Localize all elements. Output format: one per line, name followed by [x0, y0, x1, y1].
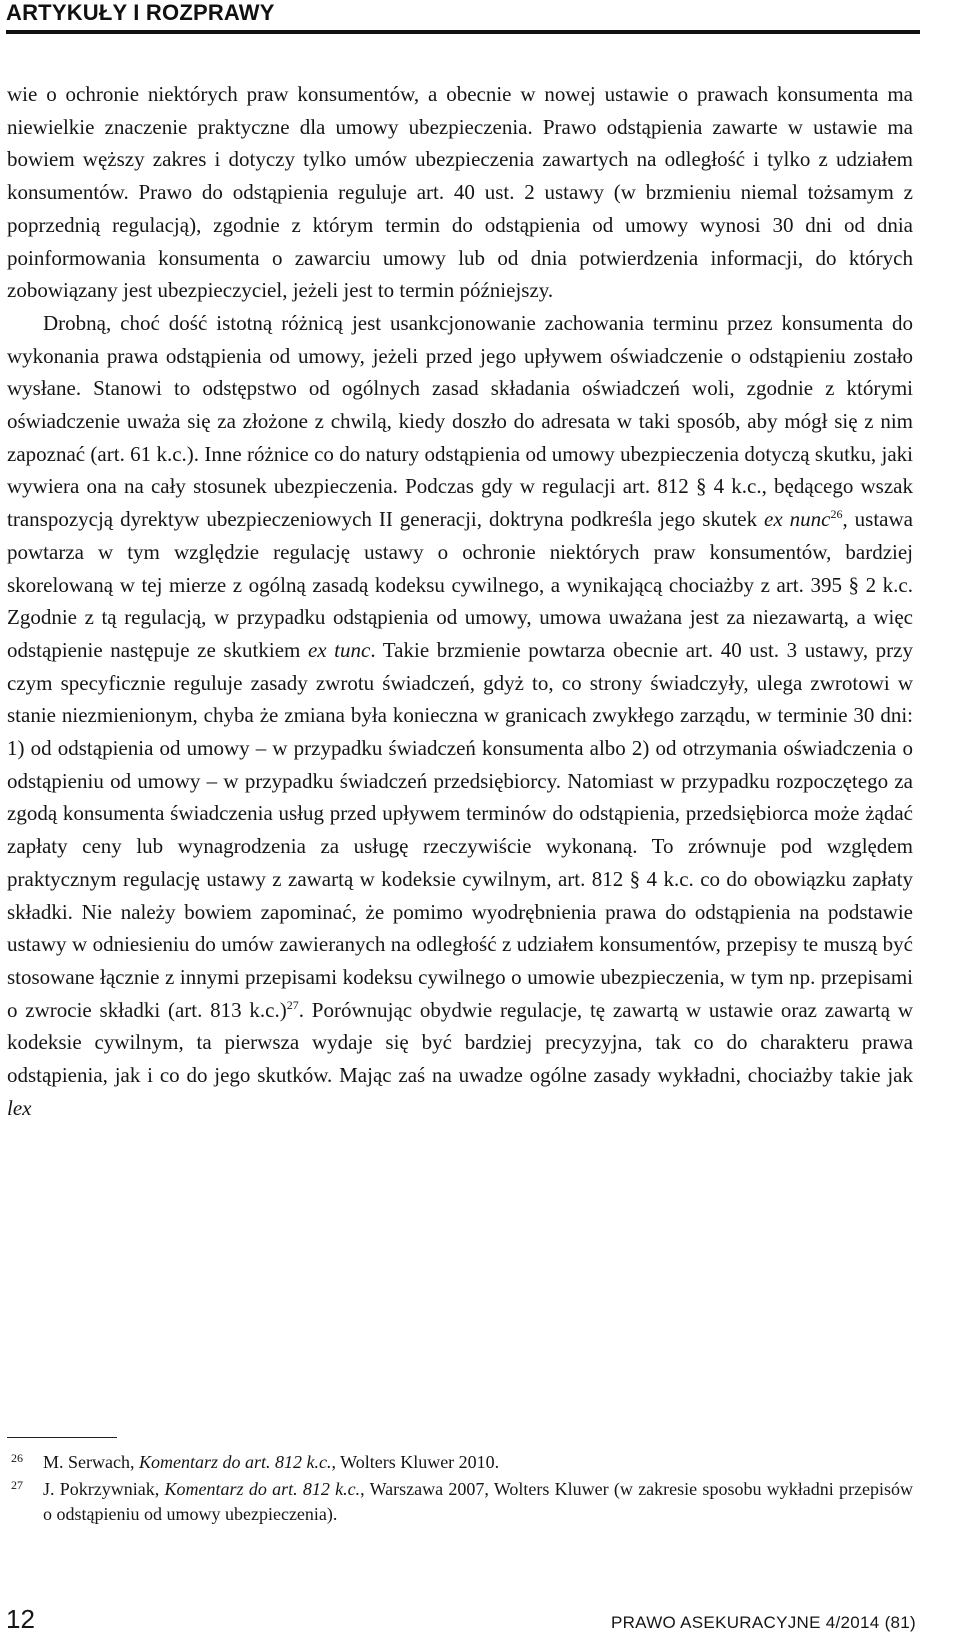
- footnote-ref-27[interactable]: 27: [286, 997, 299, 1012]
- footnote-number: 27: [11, 1478, 23, 1492]
- footnote-publisher: , Wolters Kluwer 2010.: [331, 1452, 500, 1472]
- footnote-ref-26[interactable]: 26: [830, 507, 843, 522]
- footnote-27: [7, 1477, 913, 1527]
- footnote-title: Komentarz do art. 812 k.c.: [138, 1452, 332, 1472]
- footnotes: [7, 1450, 913, 1529]
- footnote-publisher: , Warszawa 2007, Wolters Kluwer (w zakresie sposobu wykładni przepisów o odstąpieniu od umowy ubezpieczenia).: [43, 1479, 913, 1524]
- latin-term-lex: lex: [7, 1095, 32, 1120]
- header-rule: [6, 30, 920, 34]
- paragraph-2: [7, 307, 913, 1125]
- latin-term-ex-tunc: ex tunc: [307, 637, 371, 662]
- section-title: ARTYKUŁY I ROZPRAWY: [6, 0, 275, 25]
- paragraph-2-part-a: Drobną, choć dość istotną różnicą jest usankcjonowanie zachowania terminu przez konsumenta do wykonania prawa odstąpienia od umowy, jeżeli przed jego upływem oświadczenie o odstąpieniu zostało wysłane. Stanowi to odstępstwo od ogólnych zasad składania oświadczeń woli, zgodnie z którymi oświadczenie uważa się za złożone z chwilą, kiedy doszło do adresata w taki sposób, aby mógł się z nim zapoznać (art. 61 k.c.). Inne różnice co do natury odstąpienia od umowy ubezpieczenia dotyczą skutku, jaki wywiera ona na cały stosunek ubezpieczenia. Podczas gdy w regulacji art. 812 § 4 k.c., będącego wszak transpozycją dyrektyw ubezpieczeniowych II generacji, doktryna podkreśla jego skutek: [7, 310, 913, 532]
- paragraph-2-part-b: , ustawa powtarza w tym względzie regulację ustawy o ochronie niektórych praw konsumentów, bardziej skorelowaną w tej mierze z ogólną zasadą kodeksu cywilnego, a wynikającą chociażby z art. 395 § 2 k.c. Zgodnie z tą regulacją, w przypadku odstąpienia od umowy, umowa uważana jest za niezawartą, a więc odstąpienie następuje ze skutkiem: [7, 507, 913, 662]
- footnote-author: J. Pokrzywniak,: [43, 1479, 165, 1499]
- article-body: [7, 78, 913, 1125]
- paragraph-2-part-d: . Porównując obydwie regulacje, tę zawartą w ustawie oraz zawartą w kodeksie cywilnym, ta pierwsza wydaje się być bardziej precyzyjna, tak co do charakteru prawa odstąpienia, jak i co do jego skutków. Mając zaś na uwadze ogólne zasady wykładni, chociażby takie jak: [7, 997, 913, 1088]
- paragraph-1: wie o ochronie niektórych praw konsumentów, a obecnie w nowej ustawie o prawach konsumenta ma niewielkie znaczenie praktyczne dla umowy ubezpieczenia. Prawo odstąpienia zawarte w ustawie ma bowiem węższy zakres i dotyczy tylko umów ubezpieczenia zawartych na odległość i tylko z udziałem konsumentów. Prawo do odstąpienia reguluje art. 40 ust. 2 ustawy (w brzmieniu niemal tożsamym z poprzednią regulacją), zgodnie z którym termin do odstąpienia od umowy wynosi 30 dni od dnia poinformowania konsumenta o zawarciu umowy lub od dnia potwierdzenia informacji, do których zobowiązany jest ubezpieczyciel, jeżeli jest to termin późniejszy.: [7, 82, 913, 303]
- page-number: 12: [6, 1604, 35, 1634]
- footnote-rule: [7, 1437, 117, 1438]
- footnote-title: Komentarz do art. 812 k.c.: [164, 1479, 361, 1499]
- footnote-author: M. Serwach,: [43, 1452, 139, 1472]
- footnote-number: 26: [11, 1451, 23, 1465]
- journal-issue: PRAWO ASEKURACYJNE 4/2014 (81): [610, 1613, 916, 1632]
- paragraph-2-part-c: . Takie brzmienie powtarza obecnie art. 40 ust. 3 ustawy, przy czym specyficznie reguluje zasady zwrotu świadczeń, gdyż to, co strony świadczyły, ulega zwrotowi w stanie niezmienionym, chyba że zmiana była konieczna w granicach zwykłego zarządu, w terminie 30 dni: 1) od odstąpienia od umowy – w przypadku świadczeń konsumenta albo 2) od otrzymania oświadczenia o odstąpieniu od umowy – w przypadku świadczeń przedsiębiorcy. Natomiast w przypadku rozpoczętego za zgodą konsumenta świadczenia usług przed upływem terminów do odstąpienia, przedsiębiorca może żądać zapłaty ceny lub wynagrodzenia za usługę rzeczywiście wykonaną. To zrównuje pod względem praktycznym regulację ustawy z zawartą w kodeksie cywilnym, art. 812 § 4 k.c. co do obowiązku zapłaty składki. Nie należy bowiem zapominać, że pomimo wyodrębnienia prawa do odstąpienia na podstawie ustawy w odniesieniu do umów zawieranych na odległość z udziałem konsumentów, przepisy te muszą być stosowane łącznie z innymi przepisami kodeksu cywilnego o umowie ubezpieczenia, w tym np. przepisami o zwrocie składki (art. 813 k.c.): [7, 637, 913, 1022]
- footnote-26: [7, 1450, 913, 1475]
- latin-term-ex-nunc: ex nunc: [764, 507, 831, 532]
